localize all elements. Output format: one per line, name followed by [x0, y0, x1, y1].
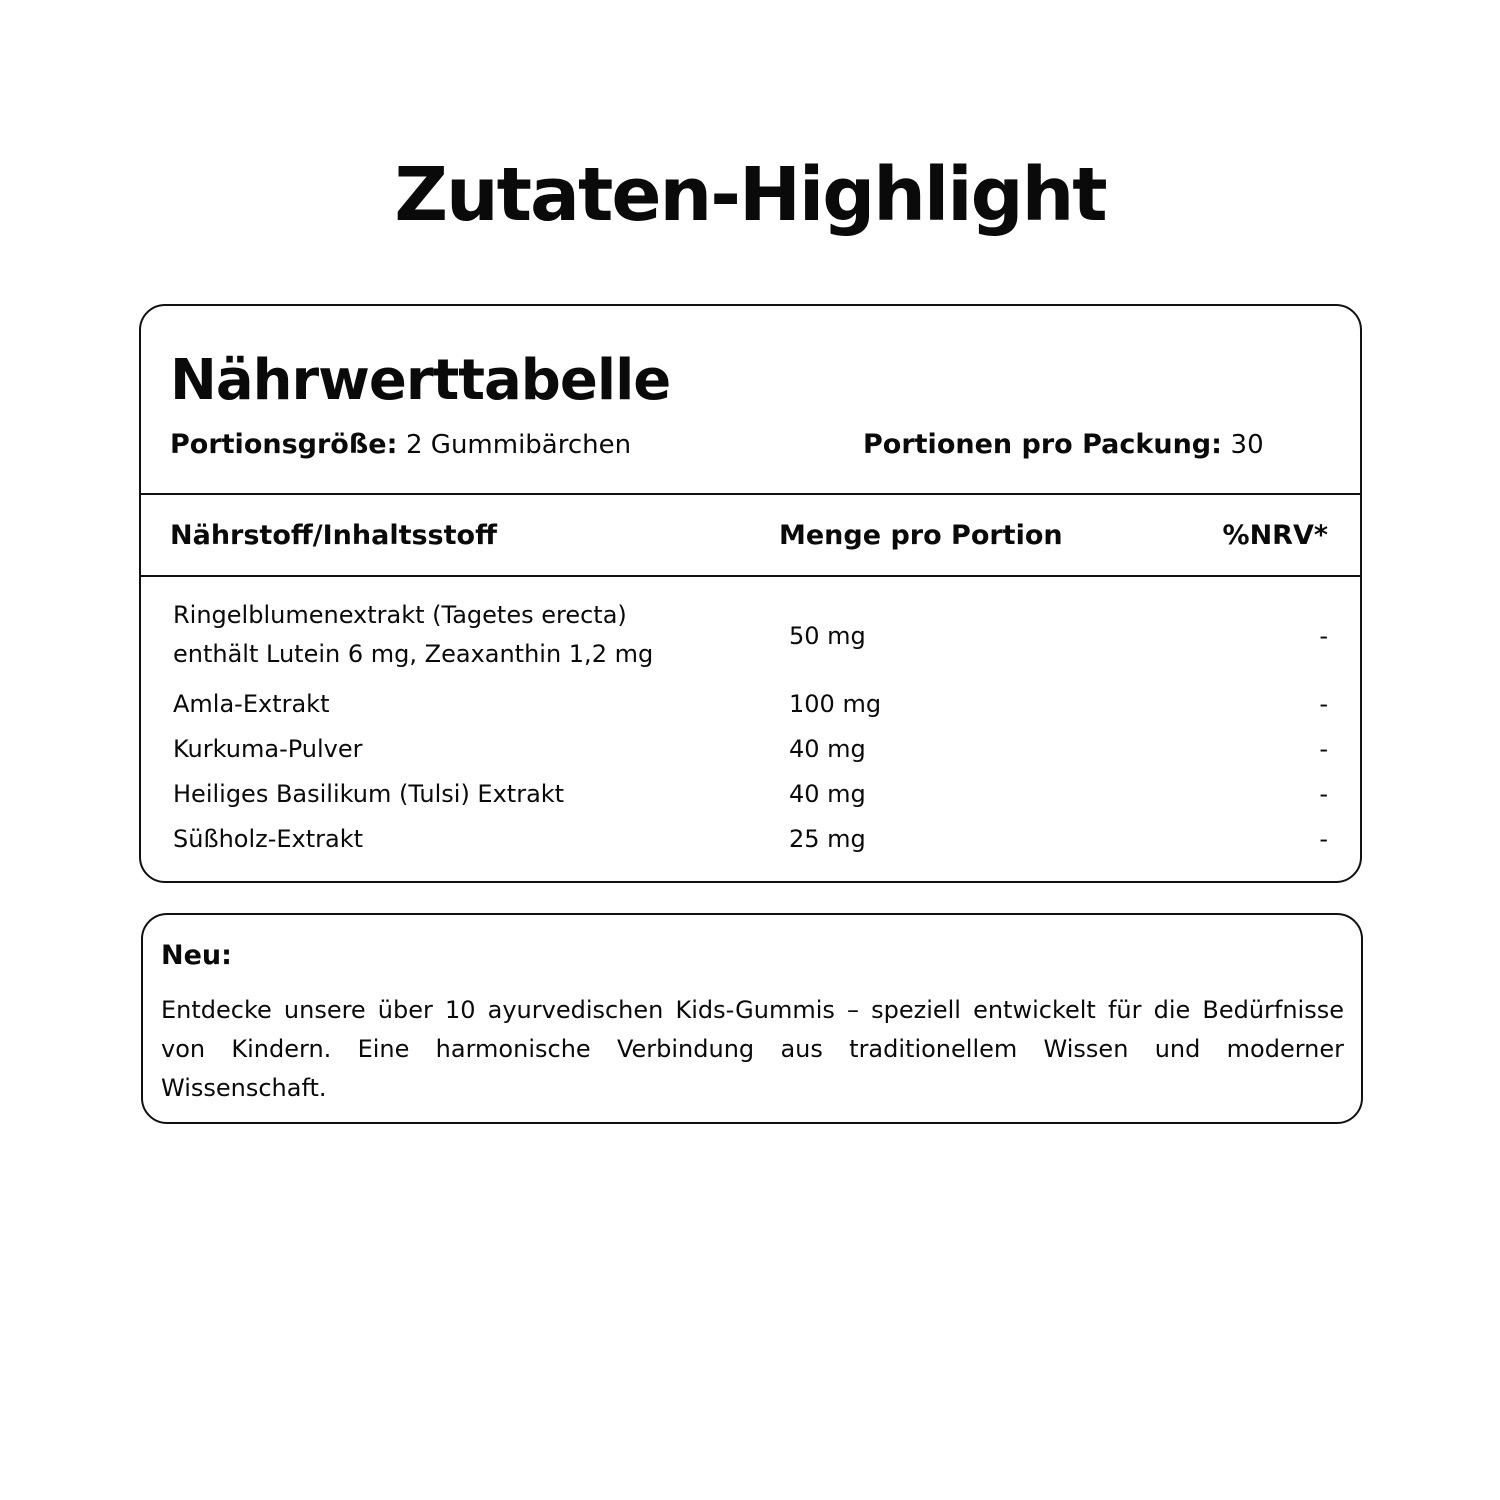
servings-per-pack	[863, 428, 1264, 462]
nutrient-name: Amla-Extrakt	[173, 690, 330, 718]
servings-per-pack-value: 30	[1230, 430, 1264, 460]
nutrient-name: Heiliges Basilikum (Tulsi) Extrakt	[173, 780, 565, 808]
news-card	[141, 913, 1363, 1124]
nutrient-name: Süßholz-Extrakt	[173, 825, 364, 853]
nutrient-amount: 40 mg	[789, 735, 866, 763]
divider	[141, 493, 1360, 495]
nutrient-nrv: -	[1319, 825, 1328, 853]
nutrition-table-card	[139, 304, 1362, 883]
column-header-amount: Menge pro Portion	[779, 520, 1063, 551]
nutrient-name-line: Ringelblumenextrakt (Tagetes erecta)	[173, 601, 627, 629]
table-body	[141, 596, 1360, 858]
nutrition-table-heading: Nährwerttabelle	[170, 348, 671, 413]
nutrient-amount: 100 mg	[789, 690, 882, 718]
table-row	[141, 596, 1360, 678]
nutrient-amount: 50 mg	[789, 622, 866, 650]
page-title: Zutaten-Highlight	[394, 152, 1106, 238]
table-row	[141, 768, 1360, 813]
news-text: Entdecke unsere über 10 ayurvedischen Kids-Gummis – speziell entwickelt für die Bedürfnisse von Kindern. Eine harmonische Verbindung aus traditionellem Wissen und moderner Wissenschaft.	[161, 996, 1344, 1102]
nutrient-nrv: -	[1319, 780, 1328, 808]
nutrient-amount: 40 mg	[789, 780, 866, 808]
table-row	[141, 813, 1360, 858]
servings-per-pack-label: Portionen pro Packung:	[863, 429, 1222, 460]
nutrient-nrv: -	[1319, 735, 1328, 763]
table-row	[141, 723, 1360, 768]
nutrient-nrv: -	[1319, 690, 1328, 718]
table-row	[141, 678, 1360, 723]
serving-size-value: 2 Gummibärchen	[405, 430, 632, 460]
news-label: Neu:	[161, 940, 232, 971]
column-header-nrv: %NRV*	[1222, 520, 1328, 551]
nutrient-amount: 25 mg	[789, 825, 866, 853]
nutrient-name: Kurkuma-Pulver	[173, 735, 363, 763]
nutrient-name-line: enthält Lutein 6 mg, Zeaxanthin 1,2 mg	[173, 640, 654, 668]
column-header-nutrient: Nährstoff/Inhaltsstoff	[170, 520, 497, 551]
nutrient-name	[173, 596, 733, 674]
divider	[141, 575, 1360, 577]
nutrient-nrv: -	[1319, 622, 1328, 650]
serving-size-label: Portionsgröße:	[170, 429, 398, 460]
serving-size	[170, 428, 631, 462]
